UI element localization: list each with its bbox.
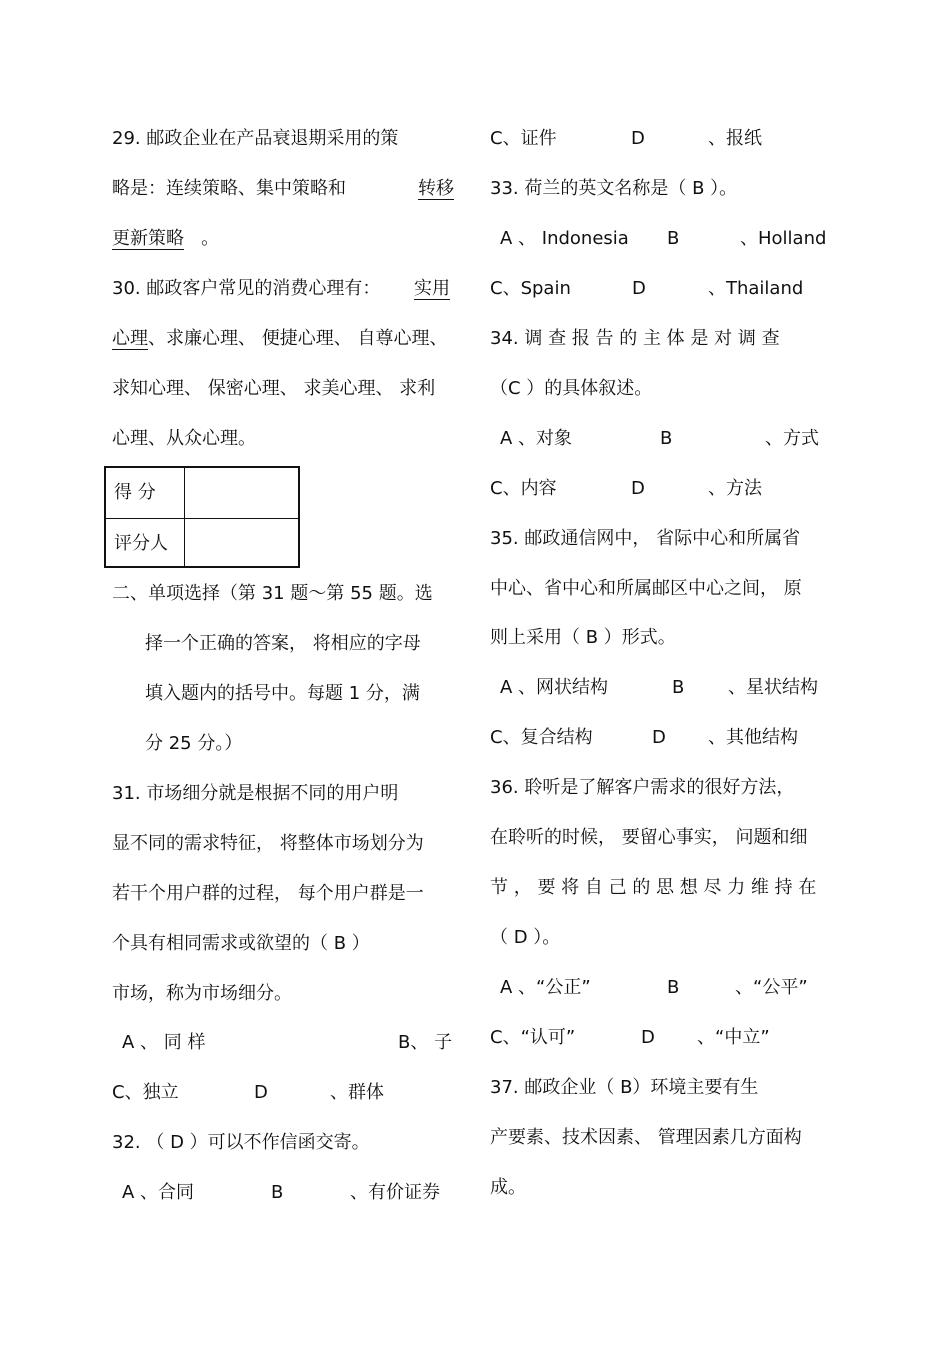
- q36-line-2: 在聆听的时候， 要留心事实， 问题和细: [490, 827, 808, 848]
- q29-line-2: 略是：连续策略、集中策略和: [112, 178, 346, 199]
- q29-period: 。: [201, 228, 220, 249]
- q29-line-3: [112, 227, 219, 251]
- section2-line-2: 择一个正确的答案， 将相应的字母: [145, 633, 421, 654]
- q36-option-b-letter: B: [667, 977, 680, 998]
- q35-option-c: C、复合结构: [490, 727, 593, 748]
- q33-line-1: 33. 荷兰的英文名称是（ B ）。: [490, 178, 738, 199]
- q30-line-2-rest: 、求廉心理、 便捷心理、 自尊心理、: [148, 328, 448, 349]
- q30-answer-part-1: 实用: [414, 278, 450, 299]
- q32-option-b-text: 、有价证券: [350, 1182, 440, 1203]
- q33-option-c: C、Spain: [490, 278, 571, 299]
- q37-line-2: 产要素、技术因素、 管理因素几方面构: [490, 1127, 802, 1148]
- q34-line-2: （C ）的具体叙述。: [490, 378, 653, 399]
- q35-line-2: 中心、省中心和所属邮区中心之间， 原: [490, 578, 802, 599]
- score-table-divider-v: [184, 468, 185, 566]
- q35-option-d-text: 、其他结构: [708, 727, 798, 748]
- q36-option-c: C、“认可”: [490, 1027, 576, 1048]
- section2-line-4: 分 25 分。）: [145, 733, 243, 754]
- q32-option-b-letter: B: [271, 1182, 284, 1203]
- q31-line-3: 若干个用户群的过程， 每个用户群是一: [112, 883, 424, 904]
- q35-option-d-letter: D: [652, 727, 666, 748]
- q36-option-a: A 、“公正”: [500, 977, 591, 998]
- q34-option-c: C、内容: [490, 478, 557, 499]
- q31-option-d-letter: D: [254, 1082, 268, 1103]
- section2-line-3: 填入题内的括号中。每题 1 分，满: [145, 683, 420, 704]
- q33-option-a: A 、 Indonesia: [500, 228, 629, 249]
- q31-option-b: B、 子: [398, 1032, 453, 1053]
- q30-line-4: 心理、从众心理。: [112, 428, 256, 449]
- q32-option-c: C、证件: [490, 128, 557, 149]
- q29-line-1: 29. 邮政企业在产品衰退期采用的策: [112, 128, 399, 149]
- q31-option-c: C、独立: [112, 1082, 179, 1103]
- q34-option-d-letter: D: [631, 478, 645, 499]
- q34-option-a: A 、对象: [500, 428, 573, 449]
- score-table: [104, 466, 300, 568]
- q33-option-d-text: 、Thailand: [708, 278, 804, 299]
- q36-line-1: 36. 聆听是了解客户需求的很好方法，: [490, 777, 795, 798]
- q31-line-1: 31. 市场细分就是根据不同的用户明: [112, 783, 399, 804]
- q36-option-d-letter: D: [641, 1027, 655, 1048]
- q31-option-d-text: 、群体: [330, 1082, 384, 1103]
- q37-line-1: 37. 邮政企业（ B）环境主要有生: [490, 1077, 759, 1098]
- q35-option-b-text: 、星状结构: [728, 677, 818, 698]
- q31-line-5: 市场，称为市场细分。: [112, 983, 292, 1004]
- q31-line-4: 个具有相同需求或欲望的（ B ）: [112, 933, 370, 954]
- q36-option-d-text: 、“中立”: [697, 1027, 770, 1048]
- q29-answer-part-1: 转移: [418, 178, 454, 199]
- q31-option-a: A 、 同 样: [122, 1032, 206, 1053]
- q35-line-3: 则上采用（ B ）形式。: [490, 627, 676, 648]
- section2-line-1: 二、单项选择（第 31 题～第 55 题。选: [112, 583, 433, 604]
- q30-line-3: 求知心理、 保密心理、 求美心理、 求利: [112, 378, 436, 399]
- q35-option-a: A 、网状结构: [500, 677, 609, 698]
- q33-option-d-letter: D: [632, 278, 646, 299]
- q33-option-b-text: 、Holland: [740, 228, 827, 249]
- q34-option-d-text: 、方法: [708, 478, 762, 499]
- grader-label: 评分人: [114, 533, 168, 554]
- q34-line-1: 34. 调 查 报 告 的 主 体 是 对 调 查: [490, 328, 780, 349]
- q32-line-1: 32. （ D ）可以不作信函交寄。: [112, 1132, 370, 1153]
- q35-line-1: 35. 邮政通信网中， 省际中心和所属省: [490, 528, 801, 549]
- q32-option-a: A 、合同: [122, 1182, 195, 1203]
- q31-line-2: 显不同的需求特征， 将整体市场划分为: [112, 833, 424, 854]
- q35-option-b-letter: B: [672, 677, 685, 698]
- q34-option-b-letter: B: [660, 428, 673, 449]
- q36-line-3: 节 ， 要 将 自 己 的 思 想 尽 力 维 持 在: [490, 877, 817, 898]
- q34-option-b-text: 、方式: [765, 428, 819, 449]
- q33-option-b-letter: B: [667, 228, 680, 249]
- q36-line-4: （ D ）。: [490, 927, 561, 948]
- q30-line-2: [112, 327, 447, 351]
- q32-option-d-text: 、报纸: [708, 128, 762, 149]
- q29-answer-part-2: 更新策略: [112, 228, 184, 249]
- q37-line-3: 成。: [490, 1177, 526, 1198]
- q32-option-d-letter: D: [631, 128, 645, 149]
- q30-answer-part-2: 心理: [112, 328, 148, 349]
- q30-line-1: 30. 邮政客户常见的消费心理有：: [112, 278, 381, 299]
- grader-value-cell[interactable]: [186, 519, 298, 566]
- score-value-cell[interactable]: [186, 468, 298, 518]
- q36-option-b-text: 、“公平”: [735, 977, 808, 998]
- score-label: 得 分: [114, 482, 156, 503]
